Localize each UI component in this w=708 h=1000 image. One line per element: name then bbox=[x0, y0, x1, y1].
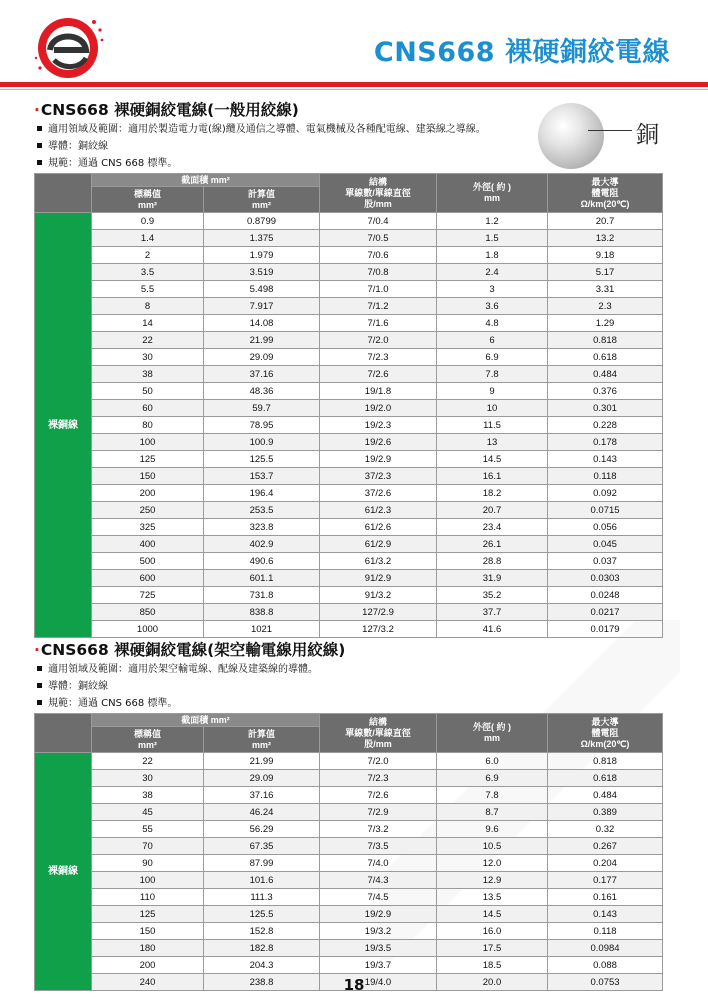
table-row bbox=[35, 451, 663, 468]
resistance-cell: 0.0248 bbox=[548, 587, 663, 604]
structure-cell: 7/2.3 bbox=[320, 770, 437, 787]
resistance-cell: 5.17 bbox=[548, 264, 663, 281]
resistance-cell: 1.29 bbox=[548, 315, 663, 332]
od-cell: 2.4 bbox=[437, 264, 548, 281]
table-row bbox=[35, 821, 663, 838]
table-row bbox=[35, 383, 663, 400]
structure-cell: 7/1.2 bbox=[320, 298, 437, 315]
calc-cell: 5.498 bbox=[204, 281, 320, 298]
resistance-cell: 0.0753 bbox=[548, 974, 663, 991]
calc-cell: 78.95 bbox=[204, 417, 320, 434]
od-cell: 17.5 bbox=[437, 940, 548, 957]
resistance-cell: 0.818 bbox=[548, 332, 663, 349]
resistance-cell: 0.32 bbox=[548, 821, 663, 838]
resistance-cell: 2.3 bbox=[548, 298, 663, 315]
header-nominal: 標稱值 mm² bbox=[92, 727, 204, 753]
section-overhead bbox=[34, 639, 664, 991]
table-row bbox=[35, 804, 663, 821]
resistance-cell: 0.484 bbox=[548, 787, 663, 804]
table-row bbox=[35, 570, 663, 587]
nominal-cell: 600 bbox=[92, 570, 204, 587]
resistance-cell: 0.0179 bbox=[548, 621, 663, 638]
structure-cell: 7/2.0 bbox=[320, 332, 437, 349]
nominal-cell: 400 bbox=[92, 536, 204, 553]
calc-cell: 3.519 bbox=[204, 264, 320, 281]
header-resistance: 最大導 體電阻 Ω/km(20℃) bbox=[548, 174, 663, 213]
table-row bbox=[35, 230, 663, 247]
od-cell: 10 bbox=[437, 400, 548, 417]
header-nominal: 標稱值 mm² bbox=[92, 187, 204, 213]
header-area: 截面積 mm² bbox=[92, 714, 320, 727]
nominal-cell: 500 bbox=[92, 553, 204, 570]
resistance-cell: 0.118 bbox=[548, 923, 663, 940]
resistance-cell: 0.484 bbox=[548, 366, 663, 383]
table-row bbox=[35, 770, 663, 787]
header-blank bbox=[35, 714, 92, 753]
od-cell: 7.8 bbox=[437, 787, 548, 804]
structure-cell: 7/2.3 bbox=[320, 349, 437, 366]
calc-cell: 153.7 bbox=[204, 468, 320, 485]
header-divider bbox=[0, 82, 708, 87]
resistance-cell: 0.045 bbox=[548, 536, 663, 553]
od-cell: 26.1 bbox=[437, 536, 548, 553]
calc-cell: 402.9 bbox=[204, 536, 320, 553]
calc-cell: 67.35 bbox=[204, 838, 320, 855]
nominal-cell: 38 bbox=[92, 366, 204, 383]
calc-cell: 46.24 bbox=[204, 804, 320, 821]
table-row bbox=[35, 587, 663, 604]
resistance-cell: 0.118 bbox=[548, 468, 663, 485]
calc-cell: 48.36 bbox=[204, 383, 320, 400]
od-cell: 14.5 bbox=[437, 451, 548, 468]
copper-label: 銅 bbox=[636, 122, 659, 148]
structure-cell: 19/3.7 bbox=[320, 957, 437, 974]
table-row bbox=[35, 621, 663, 638]
calc-cell: 29.09 bbox=[204, 349, 320, 366]
resistance-cell: 0.178 bbox=[548, 434, 663, 451]
structure-cell: 61/2.3 bbox=[320, 502, 437, 519]
od-cell: 9 bbox=[437, 383, 548, 400]
structure-cell: 19/2.9 bbox=[320, 906, 437, 923]
calc-cell: 101.6 bbox=[204, 872, 320, 889]
table-row bbox=[35, 787, 663, 804]
table-row bbox=[35, 502, 663, 519]
structure-cell: 7/0.6 bbox=[320, 247, 437, 264]
nominal-cell: 50 bbox=[92, 383, 204, 400]
table-row bbox=[35, 855, 663, 872]
structure-cell: 19/4.0 bbox=[320, 974, 437, 991]
structure-cell: 37/2.6 bbox=[320, 485, 437, 502]
header-structure: 結構 單線數/單線直徑 股/mm bbox=[320, 174, 437, 213]
nominal-cell: 38 bbox=[92, 787, 204, 804]
calc-cell: 21.99 bbox=[204, 753, 320, 770]
table-row bbox=[35, 247, 663, 264]
category-cell: 裸銅線 bbox=[35, 753, 92, 991]
table-row bbox=[35, 264, 663, 281]
table-row bbox=[35, 940, 663, 957]
nominal-cell: 125 bbox=[92, 451, 204, 468]
structure-cell: 61/2.9 bbox=[320, 536, 437, 553]
structure-cell: 127/2.9 bbox=[320, 604, 437, 621]
resistance-cell: 20.7 bbox=[548, 213, 663, 230]
od-cell: 20.0 bbox=[437, 974, 548, 991]
od-cell: 37.7 bbox=[437, 604, 548, 621]
header-od: 外徑( 約 ) mm bbox=[437, 174, 548, 213]
calc-cell: 1.375 bbox=[204, 230, 320, 247]
table-row bbox=[35, 485, 663, 502]
od-cell: 1.5 bbox=[437, 230, 548, 247]
nominal-cell: 55 bbox=[92, 821, 204, 838]
nominal-cell: 80 bbox=[92, 417, 204, 434]
nominal-cell: 200 bbox=[92, 957, 204, 974]
resistance-cell: 13.2 bbox=[548, 230, 663, 247]
header-calc: 計算值 mm² bbox=[204, 187, 320, 213]
resistance-cell: 0.228 bbox=[548, 417, 663, 434]
table-row bbox=[35, 906, 663, 923]
calc-cell: 196.4 bbox=[204, 485, 320, 502]
header-od: 外徑( 約 ) mm bbox=[437, 714, 548, 753]
resistance-cell: 0.143 bbox=[548, 906, 663, 923]
nominal-cell: 90 bbox=[92, 855, 204, 872]
od-cell: 41.6 bbox=[437, 621, 548, 638]
table-row bbox=[35, 553, 663, 570]
structure-cell: 19/1.8 bbox=[320, 383, 437, 400]
od-cell: 11.5 bbox=[437, 417, 548, 434]
od-cell: 16.1 bbox=[437, 468, 548, 485]
od-cell: 4.8 bbox=[437, 315, 548, 332]
page-number: 18 bbox=[343, 976, 365, 994]
nominal-cell: 150 bbox=[92, 468, 204, 485]
structure-cell: 61/2.6 bbox=[320, 519, 437, 536]
bullet-conductor: 導體：銅絞線 bbox=[34, 138, 664, 155]
od-cell: 6.9 bbox=[437, 349, 548, 366]
structure-cell: 7/3.2 bbox=[320, 821, 437, 838]
calc-cell: 125.5 bbox=[204, 451, 320, 468]
resistance-cell: 0.0217 bbox=[548, 604, 663, 621]
structure-cell: 7/2.9 bbox=[320, 804, 437, 821]
table-row bbox=[35, 889, 663, 906]
structure-cell: 7/0.8 bbox=[320, 264, 437, 281]
spec-table-body bbox=[35, 753, 663, 991]
od-cell: 10.5 bbox=[437, 838, 548, 855]
od-cell: 9.6 bbox=[437, 821, 548, 838]
od-cell: 6 bbox=[437, 332, 548, 349]
resistance-cell: 9.18 bbox=[548, 247, 663, 264]
resistance-cell: 0.618 bbox=[548, 349, 663, 366]
od-cell: 14.5 bbox=[437, 906, 548, 923]
nominal-cell: 100 bbox=[92, 872, 204, 889]
table-row bbox=[35, 417, 663, 434]
structure-cell: 91/3.2 bbox=[320, 587, 437, 604]
calc-cell: 253.5 bbox=[204, 502, 320, 519]
resistance-cell: 0.161 bbox=[548, 889, 663, 906]
calc-cell: 111.3 bbox=[204, 889, 320, 906]
nominal-cell: 0.9 bbox=[92, 213, 204, 230]
resistance-cell: 3.31 bbox=[548, 281, 663, 298]
header-structure: 結構 單線數/單線直徑 股/mm bbox=[320, 714, 437, 753]
calc-cell: 490.6 bbox=[204, 553, 320, 570]
nominal-cell: 22 bbox=[92, 753, 204, 770]
structure-cell: 61/3.2 bbox=[320, 553, 437, 570]
nominal-cell: 150 bbox=[92, 923, 204, 940]
structure-cell: 19/2.0 bbox=[320, 400, 437, 417]
od-cell: 31.9 bbox=[437, 570, 548, 587]
bullet-scope: 適用領域及範圍：適用於架空輸電線、配線及建築線的導體。 bbox=[34, 661, 664, 678]
calc-cell: 1021 bbox=[204, 621, 320, 638]
structure-cell: 7/0.5 bbox=[320, 230, 437, 247]
od-cell: 35.2 bbox=[437, 587, 548, 604]
table-row bbox=[35, 604, 663, 621]
nominal-cell: 125 bbox=[92, 906, 204, 923]
resistance-cell: 0.088 bbox=[548, 957, 663, 974]
nominal-cell: 325 bbox=[92, 519, 204, 536]
spec-table-overhead bbox=[34, 713, 663, 991]
resistance-cell: 0.0303 bbox=[548, 570, 663, 587]
table-row bbox=[35, 872, 663, 889]
table-row bbox=[35, 298, 663, 315]
structure-cell: 91/2.9 bbox=[320, 570, 437, 587]
table-row bbox=[35, 753, 663, 770]
calc-cell: 838.8 bbox=[204, 604, 320, 621]
nominal-cell: 2 bbox=[92, 247, 204, 264]
structure-cell: 7/3.5 bbox=[320, 838, 437, 855]
resistance-cell: 0.143 bbox=[548, 451, 663, 468]
section-title: ·CNS668 裸硬銅絞電線(架空輸電線用絞線) bbox=[34, 641, 346, 659]
table-row bbox=[35, 315, 663, 332]
nominal-cell: 1.4 bbox=[92, 230, 204, 247]
calc-cell: 100.9 bbox=[204, 434, 320, 451]
category-cell: 裸銅線 bbox=[35, 213, 92, 638]
calc-cell: 238.8 bbox=[204, 974, 320, 991]
header-blank bbox=[35, 174, 92, 213]
calc-cell: 56.29 bbox=[204, 821, 320, 838]
structure-cell: 7/0.4 bbox=[320, 213, 437, 230]
calc-cell: 59.7 bbox=[204, 400, 320, 417]
bullet-conductor: 導體：銅絞線 bbox=[34, 678, 664, 695]
nominal-cell: 60 bbox=[92, 400, 204, 417]
calc-cell: 182.8 bbox=[204, 940, 320, 957]
resistance-cell: 0.037 bbox=[548, 553, 663, 570]
page-title: CNS668 裸硬銅絞電線 bbox=[373, 37, 670, 68]
table-row bbox=[35, 838, 663, 855]
table-row bbox=[35, 332, 663, 349]
resistance-cell: 0.618 bbox=[548, 770, 663, 787]
calc-cell: 7.917 bbox=[204, 298, 320, 315]
calc-cell: 29.09 bbox=[204, 770, 320, 787]
bullet-standard: 規範：通過 CNS 668 標準。 bbox=[34, 695, 664, 712]
nominal-cell: 200 bbox=[92, 485, 204, 502]
structure-cell: 37/2.3 bbox=[320, 468, 437, 485]
structure-cell: 7/1.6 bbox=[320, 315, 437, 332]
header-area: 截面積 mm² bbox=[92, 174, 320, 187]
calc-cell: 1.979 bbox=[204, 247, 320, 264]
structure-cell: 7/2.6 bbox=[320, 787, 437, 804]
section-general bbox=[34, 99, 664, 638]
nominal-cell: 725 bbox=[92, 587, 204, 604]
resistance-cell: 0.0984 bbox=[548, 940, 663, 957]
table-row bbox=[35, 434, 663, 451]
calc-cell: 601.1 bbox=[204, 570, 320, 587]
od-cell: 13 bbox=[437, 434, 548, 451]
resistance-cell: 0.177 bbox=[548, 872, 663, 889]
resistance-cell: 0.056 bbox=[548, 519, 663, 536]
company-logo bbox=[28, 10, 114, 90]
structure-cell: 19/3.5 bbox=[320, 940, 437, 957]
od-cell: 3 bbox=[437, 281, 548, 298]
calc-cell: 323.8 bbox=[204, 519, 320, 536]
nominal-cell: 110 bbox=[92, 889, 204, 906]
nominal-cell: 30 bbox=[92, 770, 204, 787]
structure-cell: 7/2.6 bbox=[320, 366, 437, 383]
table-row bbox=[35, 366, 663, 383]
structure-cell: 19/2.6 bbox=[320, 434, 437, 451]
od-cell: 18.2 bbox=[437, 485, 548, 502]
od-cell: 12.0 bbox=[437, 855, 548, 872]
calc-cell: 125.5 bbox=[204, 906, 320, 923]
resistance-cell: 0.389 bbox=[548, 804, 663, 821]
calc-cell: 87.99 bbox=[204, 855, 320, 872]
structure-cell: 19/3.2 bbox=[320, 923, 437, 940]
bullet-scope: 適用領域及範圍：適用於製造電力電(線)纜及通信之導體、電氣機械及各種配電線、建築線之導線。 bbox=[34, 121, 664, 138]
bullet-standard: 規範：通過 CNS 668 標準。 bbox=[34, 155, 664, 172]
table-row bbox=[35, 519, 663, 536]
table-row bbox=[35, 923, 663, 940]
calc-cell: 731.8 bbox=[204, 587, 320, 604]
od-cell: 23.4 bbox=[437, 519, 548, 536]
structure-cell: 7/1.0 bbox=[320, 281, 437, 298]
calc-cell: 37.16 bbox=[204, 366, 320, 383]
section-title: ·CNS668 裸硬銅絞電線(一般用絞線) bbox=[34, 101, 299, 119]
nominal-cell: 250 bbox=[92, 502, 204, 519]
nominal-cell: 45 bbox=[92, 804, 204, 821]
calc-cell: 37.16 bbox=[204, 787, 320, 804]
od-cell: 6.9 bbox=[437, 770, 548, 787]
table-row bbox=[35, 536, 663, 553]
od-cell: 12.9 bbox=[437, 872, 548, 889]
structure-cell: 7/4.0 bbox=[320, 855, 437, 872]
nominal-cell: 8 bbox=[92, 298, 204, 315]
resistance-cell: 0.267 bbox=[548, 838, 663, 855]
table-row bbox=[35, 957, 663, 974]
structure-cell: 19/2.9 bbox=[320, 451, 437, 468]
nominal-cell: 14 bbox=[92, 315, 204, 332]
resistance-cell: 0.376 bbox=[548, 383, 663, 400]
table-row bbox=[35, 349, 663, 366]
structure-cell: 7/4.3 bbox=[320, 872, 437, 889]
nominal-cell: 70 bbox=[92, 838, 204, 855]
structure-cell: 19/2.3 bbox=[320, 417, 437, 434]
resistance-cell: 0.301 bbox=[548, 400, 663, 417]
od-cell: 8.7 bbox=[437, 804, 548, 821]
table-row bbox=[35, 400, 663, 417]
nominal-cell: 5.5 bbox=[92, 281, 204, 298]
spec-table-general bbox=[34, 173, 663, 638]
od-cell: 13.5 bbox=[437, 889, 548, 906]
spec-table-body bbox=[35, 213, 663, 638]
nominal-cell: 180 bbox=[92, 940, 204, 957]
nominal-cell: 30 bbox=[92, 349, 204, 366]
resistance-cell: 0.0715 bbox=[548, 502, 663, 519]
calc-cell: 0.8799 bbox=[204, 213, 320, 230]
nominal-cell: 240 bbox=[92, 974, 204, 991]
nominal-cell: 3.5 bbox=[92, 264, 204, 281]
resistance-cell: 0.204 bbox=[548, 855, 663, 872]
nominal-cell: 850 bbox=[92, 604, 204, 621]
resistance-cell: 0.818 bbox=[548, 753, 663, 770]
calc-cell: 152.8 bbox=[204, 923, 320, 940]
nominal-cell: 100 bbox=[92, 434, 204, 451]
structure-cell: 127/3.2 bbox=[320, 621, 437, 638]
od-cell: 28.8 bbox=[437, 553, 548, 570]
calc-cell: 204.3 bbox=[204, 957, 320, 974]
od-cell: 1.8 bbox=[437, 247, 548, 264]
od-cell: 20.7 bbox=[437, 502, 548, 519]
od-cell: 1.2 bbox=[437, 213, 548, 230]
table-row bbox=[35, 468, 663, 485]
header-divider-thin bbox=[0, 89, 708, 90]
od-cell: 7.8 bbox=[437, 366, 548, 383]
table-row bbox=[35, 281, 663, 298]
calc-cell: 21.99 bbox=[204, 332, 320, 349]
header-resistance: 最大導 體電阻 Ω/km(20℃) bbox=[548, 714, 663, 753]
od-cell: 3.6 bbox=[437, 298, 548, 315]
nominal-cell: 1000 bbox=[92, 621, 204, 638]
od-cell: 16.0 bbox=[437, 923, 548, 940]
structure-cell: 7/2.0 bbox=[320, 753, 437, 770]
nominal-cell: 22 bbox=[92, 332, 204, 349]
od-cell: 6.0 bbox=[437, 753, 548, 770]
structure-cell: 7/4.5 bbox=[320, 889, 437, 906]
resistance-cell: 0.092 bbox=[548, 485, 663, 502]
table-row bbox=[35, 213, 663, 230]
od-cell: 18.5 bbox=[437, 957, 548, 974]
header-calc: 計算值 mm² bbox=[204, 727, 320, 753]
calc-cell: 14.08 bbox=[204, 315, 320, 332]
